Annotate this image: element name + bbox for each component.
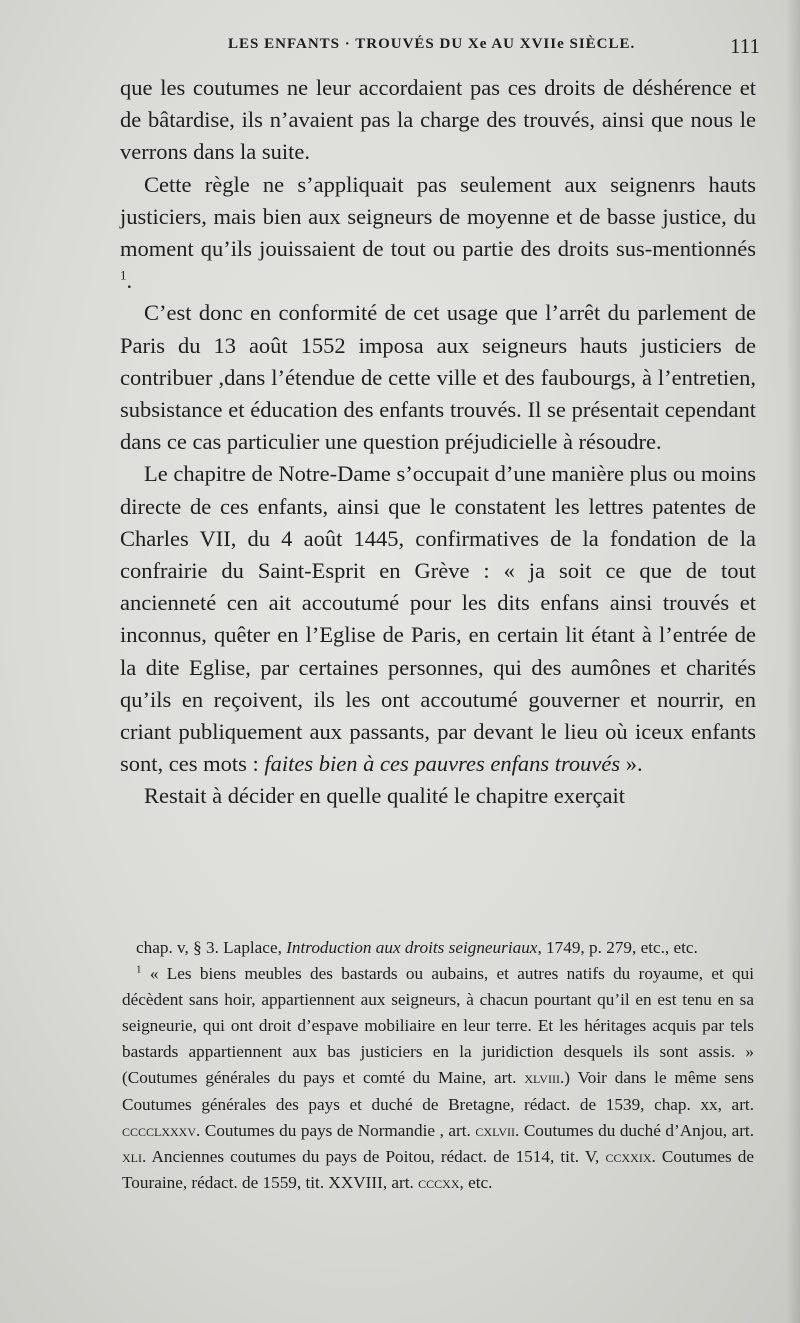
paragraph: [120, 458, 756, 780]
footnote-roman: cccclxxxv: [122, 1120, 197, 1140]
footnote-roman: xlviii: [524, 1068, 560, 1088]
footnote-text: , etc.: [459, 1172, 493, 1192]
quoted-italic-text: faites bien à ces pauvres enfans trouvés: [264, 751, 621, 777]
footnote-text: chap. v, § 3. Laplace,: [136, 938, 287, 957]
paragraph-text: C’est donc en conformité de cet usage que l’arrêt du parlement de Paris du 13 août 1552 imposa aux seigneurs hauts justiciers de contribuer ,dans l’étendue de cette ville et des faubourgs, à l’entretien, subsistance et éducation des enfants trouvés. Il se présentait cependant dans ce cas particulier une question préjudicielle à résoudre.: [120, 300, 756, 455]
paragraph: [120, 297, 756, 458]
running-title: LES ENFANTS · TROUVÉS DU Xe AU XVIIe SIÈCLE.: [228, 36, 636, 52]
footnote-text: . Coutumes du duché d’Anjou, art.: [514, 1120, 754, 1140]
footnote-text: , 1749, p. 279, etc., etc.: [537, 938, 698, 957]
footnote-mark: 1: [136, 963, 142, 976]
page-number: 111: [730, 34, 760, 58]
footnote-roman: cxlvii: [475, 1120, 515, 1140]
footnote-roman: cccxx: [418, 1172, 460, 1192]
footnotes: [122, 935, 754, 1196]
footnote-text: . Coutumes de Touraine, rédact. de 1559, tit. XXVIII, art.: [122, 1146, 754, 1192]
paragraph: [120, 72, 756, 169]
paragraph-text: que les coutumes ne leur accordaient pas ces droits de déshérence et de bâtardise, ils n’avaient pas la charge des trouvés, ainsi que nous le verrons dans la suite.: [120, 75, 756, 165]
footnote-continued: [122, 935, 754, 961]
footnote-text: . Coutumes du pays de Normandie , art.: [196, 1120, 476, 1140]
paragraph-text: Restait à décider en quelle qualité le chapitre exerçait: [144, 783, 626, 809]
footnote-roman: xli: [122, 1146, 142, 1166]
paragraph-text: Cette règle ne s’appliquait pas seulement aux seignenrs hauts justiciers, mais bien aux seigneurs de moyenne et de basse justice, du moment qu’ils jouissaient de tout ou partie des droits sus-mentionnés: [120, 171, 756, 262]
paragraph-end: .: [126, 268, 133, 294]
paragraph: [120, 169, 756, 298]
footnote-italic: Introduction aux droits seigneuriaux: [286, 938, 538, 957]
footnote-text: . Anciennes coutumes du pays de Poitou, rédact. de 1514, tit. V,: [142, 1146, 606, 1166]
footnote-reference: 1: [120, 267, 127, 283]
paragraph-text: Le chapitre de Notre-Dame s’occupait d’une manière plus ou moins directe de ces enfants, ainsi que le constatent les lettres patentes de Charles VII, du 4 août 1445, confirmatives de la fondation de la confrairie du Saint-Esprit en Grève : « ja soit ce que de tout ancienneté cen ait accoutumé pour les dits enfans ainsi trouvés et inconnus, quêter en l’Eglise de Paris, en certain lit étant à l’entrée de la dite Eglise, par certaines personnes, qui des aumônes et charités qu’ils en reçoivent, ils les ont accoutumé gouverner et nourrir, en criant publiquement aux passants, par devant le lieu où iceux enfants sont, ces mots :: [120, 461, 756, 777]
page-header: [120, 34, 760, 58]
footnote-text: « Les biens meubles des bastards ou aubains, et autres natifs du royaume, et qui décèdent sans hoir, appartiennent aux seigneurs, à chacun pourtant qu’il en est tenu en sa seigneurie, qui ont droit d’espave mobiliaire en leur terre. Et les héritages acquis par tels bastards appartiennent aux bas justiciers en la juridiction desquels ils sont assis. » (Coutumes générales du pays et comté du Maine, art.: [122, 964, 755, 1088]
paragraph-end: ».: [620, 751, 643, 777]
paragraph: [120, 780, 756, 812]
footnote-text: .) Voir dans le même sens Coutumes générales des pays et duché de Bretagne, rédact. de 1539, chap. xx, art.: [122, 1068, 754, 1114]
footnote-1: [122, 961, 754, 1196]
page-edge-shadow: [786, 0, 800, 1323]
main-text: [120, 72, 756, 813]
footnote-roman: ccxxix: [605, 1146, 652, 1166]
